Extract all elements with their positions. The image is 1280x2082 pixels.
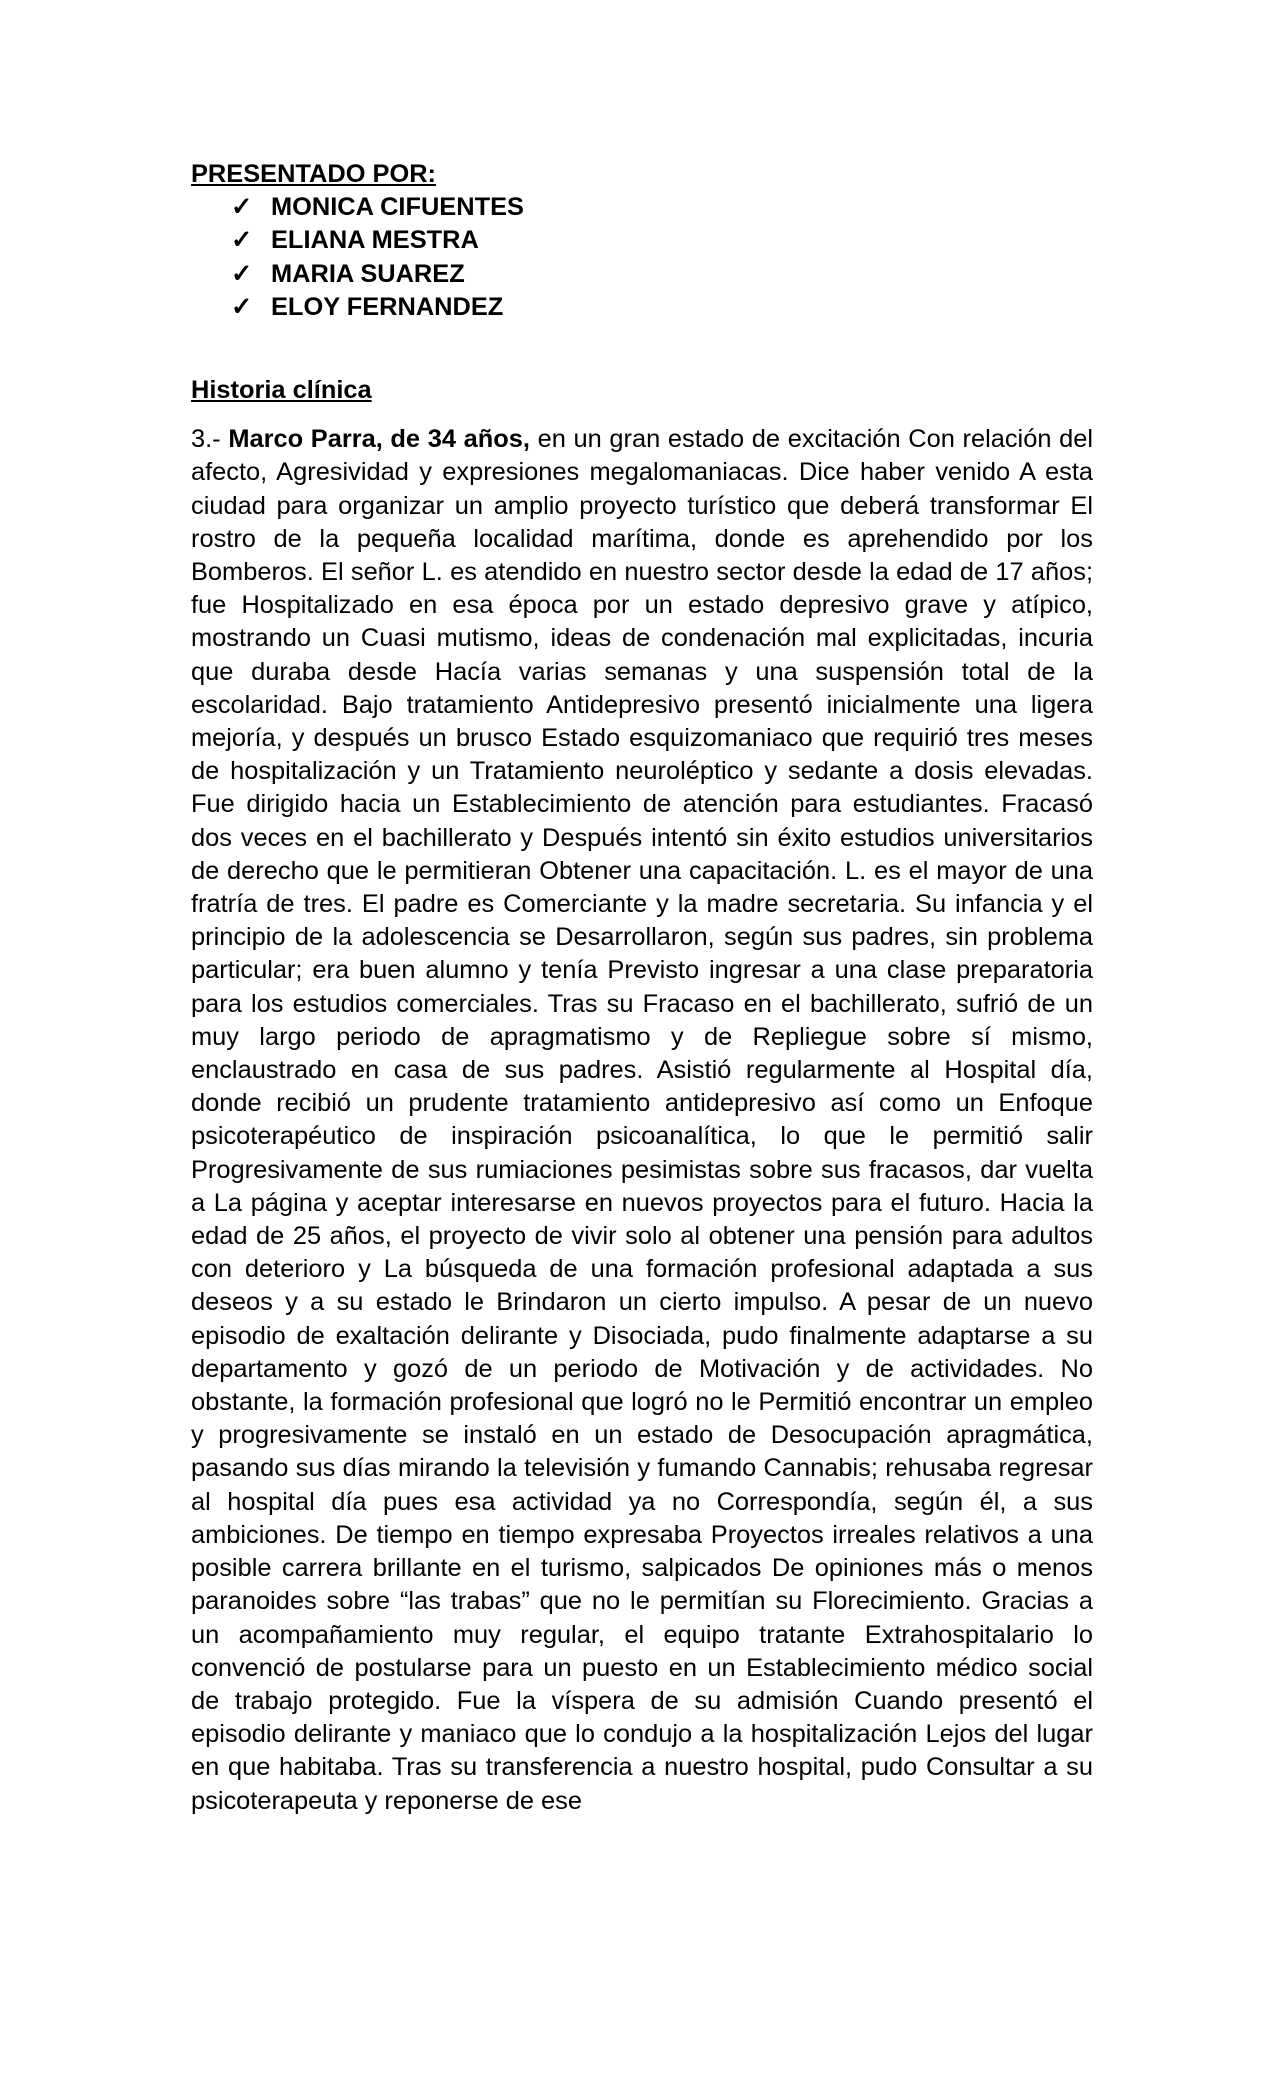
author-name: ELIANA MESTRA (271, 226, 479, 255)
check-icon: ✓ (231, 226, 253, 255)
author-name: MONICA CIFUENTES (271, 193, 524, 221)
patient-name: Marco Parra, de 34 años, (228, 425, 530, 454)
document-content (191, 158, 1093, 1818)
case-paragraph (191, 423, 1093, 1818)
author-name: ELOY FERNANDEZ (271, 292, 504, 321)
case-number: 3.- (191, 425, 221, 454)
author-item (231, 258, 1093, 291)
author-list (191, 191, 1093, 324)
clinical-history-heading: Historia clínica (191, 376, 372, 405)
author-item (231, 224, 1093, 257)
author-item (231, 191, 1093, 224)
case-text: en un gran estado de excitación Con relación del afecto, Agresividad y expresiones megalomaniacas. Dice haber venido A esta ciudad para organizar un amplio proyecto turístico que deberá transformar El rostro de la pequeña localidad marítima, donde es aprehendido por los Bomberos. El señor L. es atendido en nuestro sector desde la edad de 17 años; fue Hospitalizado en esa época por un estado depresivo grave y atípico, mostrando un Cuasi mutismo, ideas de condenación mal explicitadas, incuria que duraba desde Hacía varias semanas y una suspensión total de la escolaridad. Bajo tratamiento Antidepresivo presentó inicialmente una ligera mejoría, y después un brusco Estado esquizomaniaco que requirió tres meses de hospitalización y un Tratamiento neuroléptico y sedante a dosis elevadas. Fue dirigido hacia un Establecimiento de atención para estudiantes. Fracasó dos veces en el bachillerato y Después intentó sin éxito estudios universitarios de derecho que le permitieran Obtener una capacitación. L. es el mayor de una fratría de tres. El padre es Comerciante y la madre secretaria. Su infancia y el principio de la adolescencia se Desarrollaron, según sus padres, sin problema particular; era buen alumno y tenía Previsto ingresar a una clase preparatoria para los estudios comerciales. Tras su Fracaso en el bachillerato, sufrió de un muy largo periodo de apragmatismo y de Repliegue sobre sí mismo, enclaustrado en casa de sus padres. Asistió regularmente al Hospital día, donde recibió un prudente tratamiento antidepresivo así como un Enfoque psicoterapéutico de inspiración psicoanalítica, lo que le permitió salir Progresivamente de sus rumiaciones pesimistas sobre sus fracasos, dar vuelta a La página y aceptar interesarse en nuevos proyectos para el futuro. Hacia la edad de 25 años, el proyecto de vivir solo al obtener una pensión para adultos con deterioro y La búsqueda de una formación profesional adaptada a sus deseos y a su estado le Brindaron un cierto impulso. A pesar de un nuevo episodio de exaltación delirante y Disociada, pudo finalmente adaptarse a su departamento y gozó de un periodo de Motivación y de actividades. No obstante, la formación profesional que logró no le Permitió encontrar un empleo y progresivamente se instaló en un estado de Desocupación apragmática, pasando sus días mirando la televisión y fumando Cannabis; rehusaba regresar al hospital día pues esa actividad ya no Correspondía, según él, a sus ambiciones. De tiempo en tiempo expresaba Proyectos irreales relativos a una posible carrera brillante en el turismo, salpicados De opiniones más o menos paranoides sobre “las trabas” que no le permitían su Florecimiento. Gracias a un acompañamiento muy regular, el equipo tratante Extrahospitalario lo convenció de postularse para un puesto en un Establecimiento médico social de trabajo protegido. Fue la víspera de su admisión Cuando presentó el episodio delirante y maniaco que lo condujo a la hospitalización Lejos del lugar en que habitaba. Tras su transferencia a nuestro hospital, pudo Consultar a su psicoterapeuta y reponerse de ese (191, 425, 1093, 1815)
check-icon: ✓ (231, 259, 253, 288)
check-icon: ✓ (231, 193, 253, 221)
author-item (231, 291, 1093, 324)
check-icon: ✓ (231, 292, 253, 321)
author-name: MARIA SUAREZ (271, 259, 465, 288)
presented-by-heading: PRESENTADO POR: (191, 160, 436, 188)
